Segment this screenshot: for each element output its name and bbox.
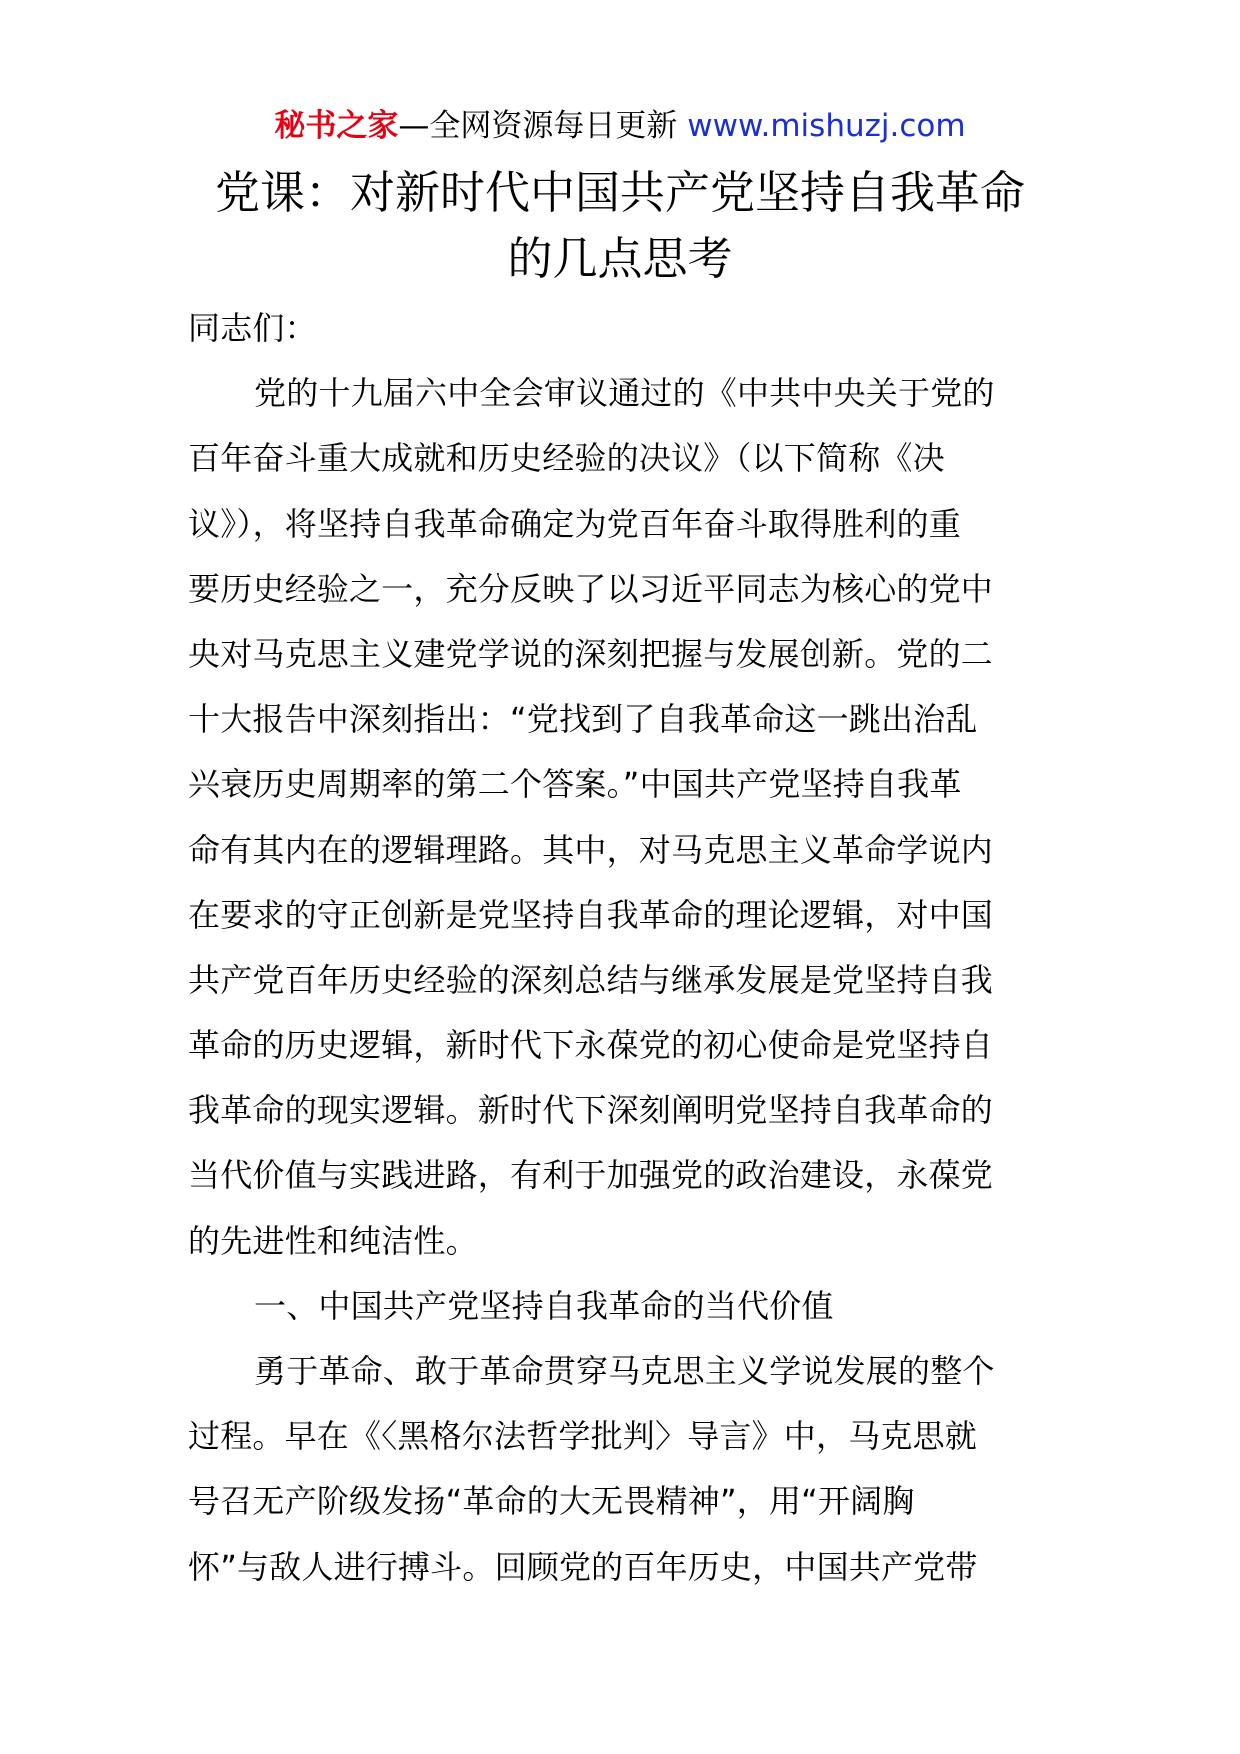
paragraph-line: 我革命的现实逻辑。新时代下深刻阐明党坚持自我革命的 — [188, 1091, 994, 1130]
title-line-1: 党课：对新时代中国共产党坚持自我革命 — [214, 166, 1025, 219]
paragraph-line: 的先进性和纯洁性。 — [188, 1221, 478, 1260]
paragraph-line: 共产党百年历史经验的深刻总结与继承发展是党坚持自我 — [188, 960, 994, 999]
paragraph-line: 议》），将坚持自我革命确定为党百年奋斗取得胜利的重 — [188, 504, 962, 543]
paragraph-line: 勇于革命、敢于革命贯穿马克思主义学说发展的整个 — [254, 1352, 995, 1390]
site-tagline: —全网资源每日更新 — [398, 108, 688, 144]
paragraph-line: 革命的历史逻辑，新时代下永葆党的初心使命是党坚持自 — [188, 1026, 994, 1065]
paragraph-line: 央对马克思主义建党学说的深刻把握与发展创新。党的二 — [188, 634, 994, 673]
title-line-2: 的几点思考 — [507, 232, 733, 285]
paragraph-line: 兴衰历史周期率的第二个答案。”中国共产党坚持自我革 — [188, 765, 962, 804]
paragraph-line: 党的十九届六中全会审议通过的《中共中央关于党的 — [254, 374, 995, 413]
paragraph-line: 在要求的守正创新是党坚持自我革命的理论逻辑，对中国 — [188, 895, 994, 934]
paragraph-line: 号召无产阶级发扬“革命的大无畏精神”，用“开阔胸 — [188, 1482, 915, 1521]
site-brand: 秘书之家 — [274, 108, 399, 144]
site-url-link[interactable]: www.mishuzj.com — [687, 108, 966, 144]
section-heading: 一、中国共产党坚持自我革命的当代价值 — [254, 1286, 834, 1325]
paragraph-line: 过程。早在《〈黑格尔法哲学批判〉导言》中，马克思就 — [188, 1417, 978, 1456]
document-body — [188, 296, 1056, 1600]
paragraph-line: 要历史经验之一，充分反映了以习近平同志为核心的党中 — [188, 569, 994, 608]
paragraph-line: 命有其内在的逻辑理路。其中，对马克思主义革命学说内 — [188, 830, 994, 869]
salutation: 同志们： — [188, 309, 317, 347]
paragraph-line: 百年奋斗重大成就和历史经验的决议》（以下简称《决 — [188, 439, 945, 478]
site-header — [0, 104, 1240, 148]
paragraph-line: 当代价值与实践进路，有利于加强党的政治建设，永葆党 — [188, 1156, 994, 1195]
document-title — [140, 160, 1100, 292]
paragraph-line: 怀”与敌人进行搏斗。回顾党的百年历史，中国共产党带 — [188, 1547, 978, 1586]
paragraph-line: 十大报告中深刻指出：“党找到了自我革命这一跳出治乱 — [188, 700, 978, 739]
